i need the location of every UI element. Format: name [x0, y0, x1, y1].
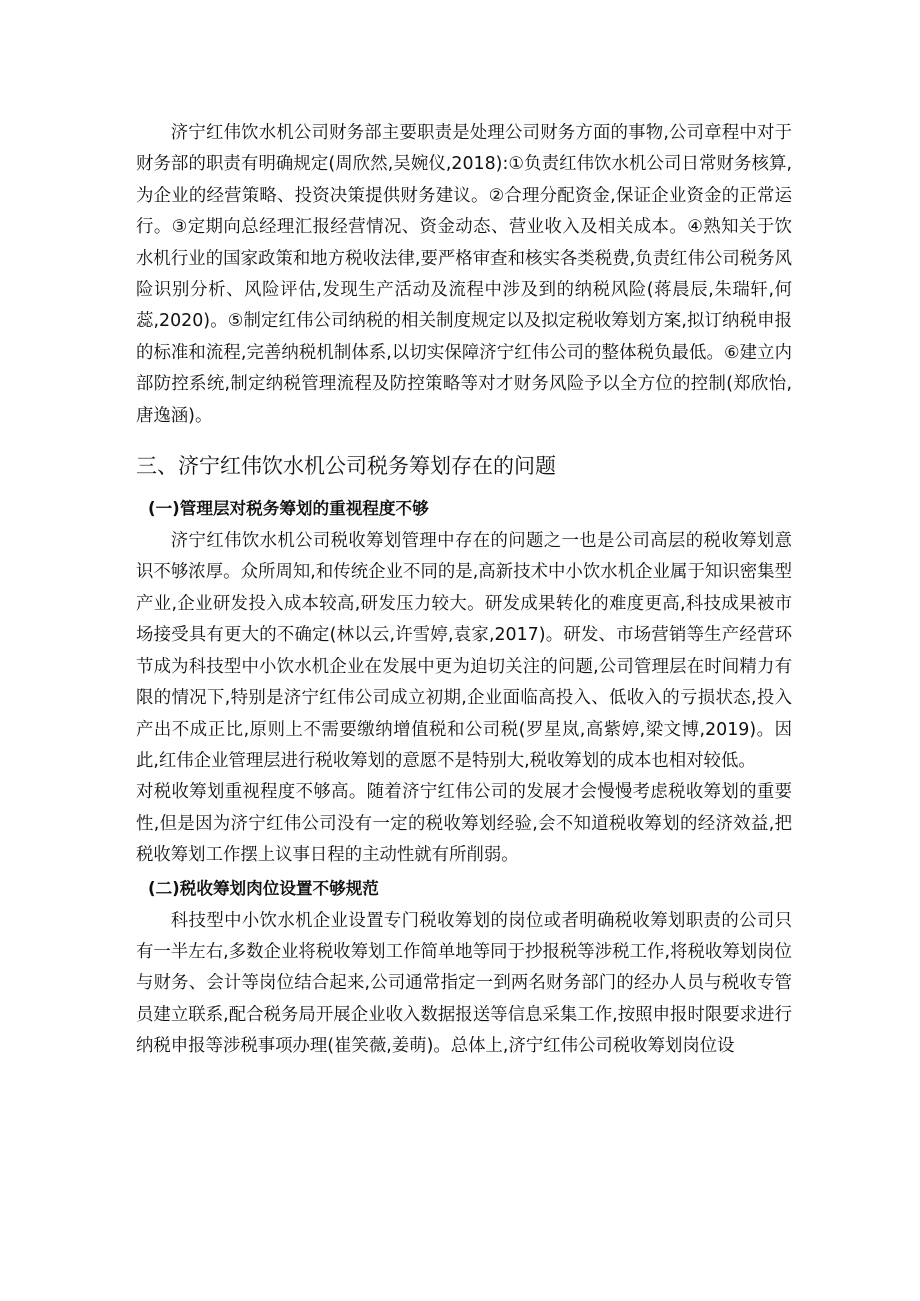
section-heading-problems: 三、济宁红伟饮水机公司税务筹划存在的问题	[136, 454, 556, 479]
paragraph-insufficient-attention: 对税收筹划重视程度不够高。随着济宁红伟公司的发展才会慢慢考虑税收筹划的重要性,但是因为济宁红伟公司没有一定的税收筹划经验,会不知道税收筹划的经济效益,把税收筹划工作摆上议事日程的主动性就有所削弱。	[136, 782, 792, 866]
subheading-position-setting: (二)税收筹划肉位设置不够规范	[148, 878, 379, 898]
paragraph-management-awareness: 济宁红伟饮水机公司税收筹划管理中存在的问题之一也是公司高层的税收筹划意识不够浓厚。众所周知,和传统企业不同的是,高新技术中小饮水机企业属于知识密集型产业,企业研发投入成本较高,研发压力较大。研发成果转化的难度更高,科技成果被市场接受具有更大的不确定(林以云,许雪婷,袁家,2017)。研发、市场营销等生产经营环节成为科技型中小饮水机企业在发展中更为迫切关注的问题,公司管理层在时间精力有限的情况下,特别是济宁红伟公司成立初期,企业面临高投入、低收入的亏损状态,投入产出不成正比,原则上不需要缴纳增值税和公司税(罗星岚,高紫婷,梁文博,2019)。因此,红伟企业管理层进行税收筹划的意愿不是特别大,税收筹划的成本也相对较低。	[136, 531, 792, 771]
document-page	[136, 118, 792, 1063]
subheading-management-attention: (一)管理层对税务筹划的重视程度不够	[148, 499, 429, 519]
paragraph-finance-duties: 济宁红伟饮水机公司财务部主要职责是处理公司财务方面的事物,公司章程中对于财务部的职责有明确规定(周欣然,吴婉仪,2018):①负责红伟饮水机公司日常财务核算,为企业的经营策略、投资决策提供财务建议。②合理分配资金,保证企业资金的正常运行。③定期向总经理汇报经营情况、资金动态、营业收入及相关成本。④熟知关于饮水机行业的国家政策和地方税收法律,要严格审查和核实各类税费,负责红伟公司税务风险识别分析、风险评估,发现生产活动及流程中涉及到的纳税风险(蒋晨辰,朱瑞轩,何蕊,2020)。⑤制定红伟公司纳税的相关制度规定以及拟定税收筹划方案,拟订纳税申报的标准和流程,完善纳税机制体系,以切实保障济宁红伟公司的整体税负最低。⑥建立内部防控系统,制定纳税管理流程及防控策略等对才财务风险予以全方位的控制(郑欣怡,唐逸涵)。	[136, 123, 792, 426]
paragraph-position-setting: 科技型中小饮水机企业设置专门税收筹划的岗位或者明确税收筹划职责的公司只有一半左右,多数企业将税收筹划工作简单地等同于抄报税等涉税工作,将税收筹划岗位与财务、会计等岗位结合起来,公司通常指定一到两名财务部门的经办人员与税收专管员建立联系,配合税务局开展企业收入数据报送等信息采集工作,按照申报时限要求进行纳税申报等涉税事项办理(崔笑薇,姜萌)。总体上,济宁红伟公司税收筹划岗位设	[136, 910, 792, 1057]
